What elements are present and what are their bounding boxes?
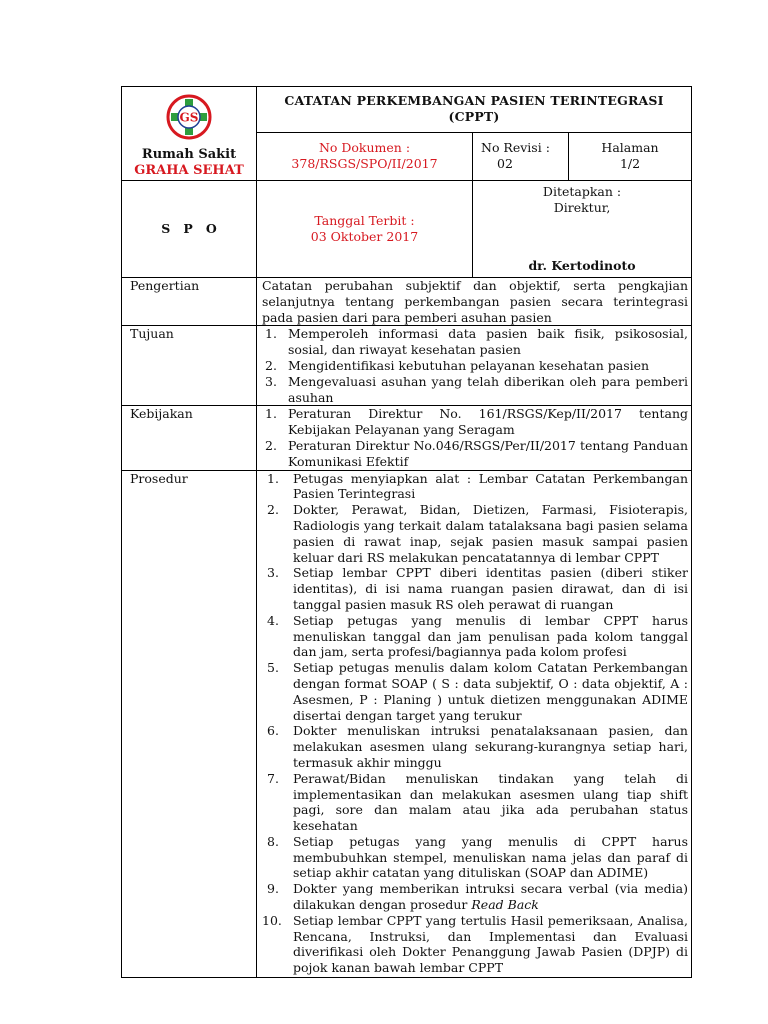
list-item: 6. Dokter menuliskan intruksi penatalaksanaan pasien, dan melakukan asesmen ulang sekurang-kurangnya setiap hari, termasuk akhir minggu bbox=[267, 723, 688, 770]
approval-name: dr. Kertodinoto bbox=[528, 258, 636, 273]
hospital-logo-cell bbox=[122, 87, 257, 181]
document-title: CATATAN PERKEMBANGAN PASIEN TERINTEGRASI (CPPT) bbox=[257, 87, 692, 133]
document-number-cell bbox=[257, 132, 473, 180]
list-item: 1. Peraturan Direktur No. 161/RSGS/Kep/II/2017 tentang Kebijakan Pelayanan yang Seragam bbox=[265, 406, 688, 438]
issue-date-cell bbox=[257, 181, 473, 278]
section-kebijakan bbox=[122, 406, 692, 470]
approval-role: Direktur, bbox=[553, 200, 611, 215]
list-item: 1. Memperoleh informasi data pasien baik fisik, psikososial, sosial, dan riwayat kesehatan pasien bbox=[265, 326, 688, 358]
section-prosedur bbox=[122, 470, 692, 978]
read-back-term: Read Back bbox=[471, 897, 539, 913]
list-item: 7. Perawat/Bidan menuliskan tindakan yang telah di implementasikan dan melakukan asesmen ulang tiap shift pagi, sore dan malam atau jika ada perubahan status kesehatan bbox=[267, 770, 688, 834]
page-label: Halaman bbox=[601, 139, 659, 155]
list-item: 2. Dokter, Perawat, Bidan, Dietizen, Farmasi, Fisioterapis, Radiologis yang terkait dalam tatalaksana bagi pasien selama pasien di rawat inap, sejak pasien masuk sampai pasien keluar dari RS melakukan pencatatannya di lembar CPPT bbox=[267, 502, 688, 565]
list-item: 10. Setiap lembar CPPT yang tertulis Hasil pemeriksaan, Analisa, Rencana, Instruksi, dan Implementasi dan Evaluasi diverifikasi oleh Dokter Penanggung Jawab Pasien (DPJP) di pojok kanan bawah lembar CPPT bbox=[262, 912, 688, 976]
list-item: 9. Dokter yang memberikan intruksi secara verbal (via media) dilakukan dengan prosedur Read Back bbox=[267, 881, 688, 913]
list-item: 5. Setiap petugas menulis dalam kolom Catatan Perkembangan dengan format SOAP ( S : data subjektif, O : data objektif, A : Asesmen, P : Planing ) untuk dietizen menggunakan ADIME disertai dengan target yang terukur bbox=[267, 660, 688, 723]
tujuan-list bbox=[262, 326, 688, 405]
list-item: 4. Setiap petugas yang menulis di lembar CPPT harus menuliskan tanggal dan jam penulisan pada kolom tanggal dan jam, serta profesi/bagiannya pada kolom profesi bbox=[267, 612, 688, 660]
list-item: 3. Mengevaluasi asuhan yang telah diberikan oleh para pemberi asuhan bbox=[265, 373, 688, 405]
hospital-logo-icon bbox=[165, 93, 213, 141]
kebijakan-list bbox=[262, 406, 688, 469]
hospital-name-line1: Rumah Sakit bbox=[141, 147, 237, 162]
section-label: Prosedur bbox=[122, 470, 257, 978]
document-body bbox=[121, 277, 692, 978]
document-number-value: 378/RSGS/SPO/II/2017 bbox=[291, 155, 438, 171]
section-label: Kebijakan bbox=[122, 406, 257, 470]
logo-letters: GS bbox=[179, 110, 199, 125]
page-cell bbox=[569, 132, 692, 180]
section-tujuan bbox=[122, 326, 692, 406]
list-item: 2. Peraturan Direktur No.046/RSGS/Per/II/2017 tentang Panduan Komunikasi Efektif bbox=[265, 437, 688, 469]
approval-label: Ditetapkan : bbox=[542, 184, 622, 199]
section-pengertian bbox=[122, 278, 692, 326]
revision-value: 02 bbox=[497, 155, 513, 171]
section-label: Tujuan bbox=[122, 326, 257, 406]
spo-document bbox=[121, 86, 691, 978]
list-item: 1. Petugas menyiapkan alat : Lembar Catatan Perkembangan Pasien Terintegrasi bbox=[267, 470, 688, 502]
section-text: Catatan perubahan subjektif dan objektif, serta pengkajian selanjutnya tentang perkembangan pasien secara terintegrasi pada pasien dari para pemberi asuhan pasien bbox=[257, 278, 692, 326]
issue-date-value: 03 Oktober 2017 bbox=[310, 229, 419, 244]
list-item: 2. Mengidentifikasi kebutuhan pelayanan kesehatan pasien bbox=[265, 357, 650, 373]
section-content bbox=[257, 470, 692, 978]
section-content bbox=[257, 406, 692, 470]
page-value: 1/2 bbox=[619, 155, 641, 171]
section-label: Pengertian bbox=[122, 278, 257, 326]
hospital-name-line2: GRAHA SEHAT bbox=[134, 163, 244, 178]
spo-cell bbox=[122, 181, 257, 278]
document-number-label: No Dokumen : bbox=[318, 139, 411, 155]
approval-cell bbox=[473, 181, 692, 278]
revision-label: No Revisi : bbox=[481, 139, 550, 155]
issue-date-label: Tanggal Terbit : bbox=[314, 213, 415, 228]
document-header bbox=[121, 86, 692, 278]
prosedur-list bbox=[262, 471, 688, 978]
list-item: 8. Setiap petugas yang yang menulis di CPPT harus membubuhkan stempel, menuliskan nama jelas dan paraf di setiap akhir catatan yang dituliskan (SOAP dan ADIME) bbox=[267, 833, 688, 881]
list-item: 3. Setiap lembar CPPT diberi identitas pasien (diberi stiker identitas), di isi nama ruangan pasien dirawat, dan di isi tanggal pasien masuk RS oleh perawat di ruangan bbox=[267, 565, 688, 612]
revision-cell bbox=[473, 132, 569, 180]
spo-label: S P O bbox=[161, 221, 217, 236]
section-content bbox=[257, 326, 692, 406]
